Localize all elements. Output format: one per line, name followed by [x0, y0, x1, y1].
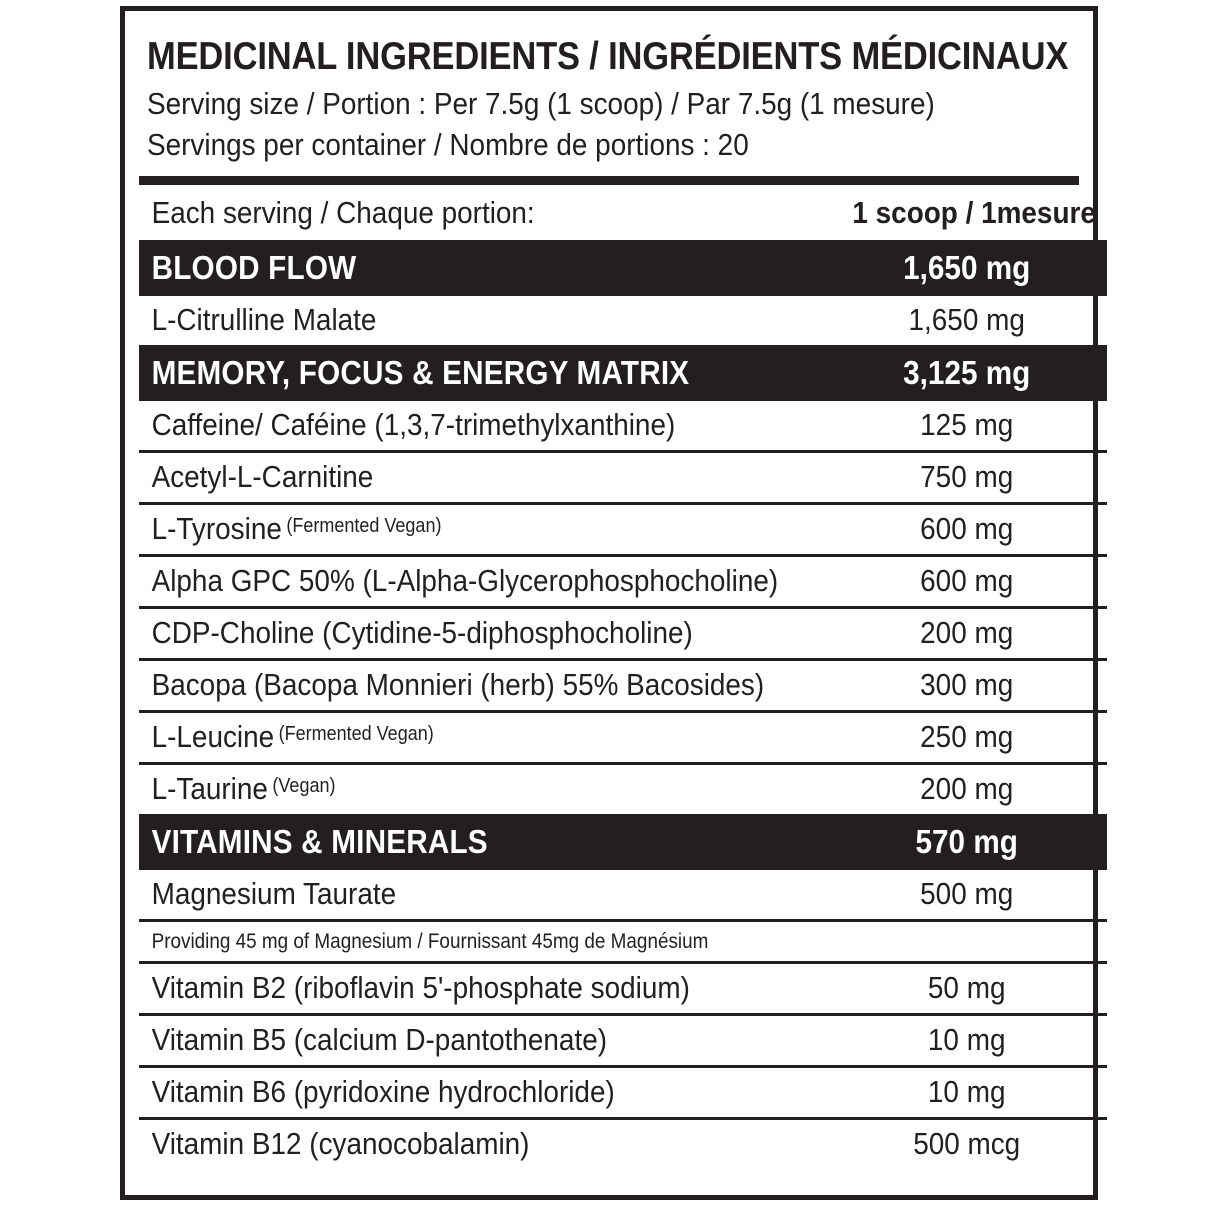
row-value-cell	[839, 870, 1107, 921]
row-name-cell	[139, 607, 839, 659]
row-name-cell	[139, 763, 839, 814]
header-thick-divider	[139, 176, 1079, 185]
ingredient-amount: 50 mg	[927, 969, 1006, 1005]
ingredient-amount: 200 mg	[920, 770, 1014, 806]
ingredient-amount: 1,650 mg	[908, 301, 1025, 337]
ingredient-row	[139, 555, 1107, 607]
ingredient-row	[139, 711, 1107, 763]
row-name-cell	[139, 296, 839, 345]
ingredient-qualifier: (Vegan)	[272, 774, 336, 797]
row-value-cell	[839, 1014, 1107, 1066]
ingredient-amount: 300 mg	[920, 666, 1014, 702]
label-title: MEDICINAL INGREDIENTS / INGRÉDIENTS MÉDICINAUX	[147, 35, 1069, 78]
serving-size-line: Serving size / Portion : Per 7.5g (1 scoop) / Par 7.5g (1 mesure)	[147, 85, 935, 121]
ingredient-qualifier: (Fermented Vegan)	[286, 514, 442, 537]
ingredient-amount: 500 mcg	[913, 1125, 1021, 1161]
ingredient-row	[139, 401, 1107, 452]
row-value-cell	[839, 607, 1107, 659]
ingredient-row	[139, 296, 1107, 345]
ingredient-amount: 10 mg	[927, 1021, 1006, 1057]
row-name-cell	[139, 659, 839, 711]
section-amount: 570 mg	[915, 822, 1018, 860]
section-header-row	[139, 814, 1107, 870]
ingredient-amount: 200 mg	[920, 614, 1014, 650]
ingredient-amount: 10 mg	[927, 1073, 1006, 1109]
ingredients-table	[139, 185, 1107, 1169]
row-value-cell	[839, 401, 1107, 452]
row-name-cell	[139, 1118, 839, 1169]
column-header-value: 1 scoop / 1mesure	[852, 194, 1096, 230]
row-value-cell	[839, 962, 1107, 1014]
row-name-cell	[139, 345, 839, 401]
ingredient-name: L-Tyrosine $^{(Fermented Vegan)}$	[151, 510, 442, 546]
ingredient-row	[139, 503, 1107, 555]
row-name-cell	[139, 451, 839, 503]
ingredient-amount: 250 mg	[920, 718, 1014, 754]
ingredient-name: L-Citrulline Malate	[151, 301, 377, 337]
section-amount: 3,125 mg	[903, 353, 1031, 391]
serving-info	[147, 82, 1077, 176]
ingredient-qualifier: (Fermented Vegan)	[278, 722, 434, 745]
row-value-cell	[839, 503, 1107, 555]
row-name-cell	[139, 711, 839, 763]
row-value-cell	[839, 345, 1107, 401]
row-value-cell	[839, 920, 1107, 962]
row-name-cell	[139, 870, 839, 921]
ingredient-amount: 600 mg	[920, 562, 1014, 598]
section-header-row	[139, 240, 1107, 296]
row-name-cell	[139, 240, 839, 296]
ingredient-amount	[852, 932, 1093, 950]
ingredient-row	[139, 870, 1107, 921]
ingredient-name: Bacopa (Bacopa Monnieri (herb) 55% Bacosides)	[151, 666, 765, 702]
row-name-cell	[139, 401, 839, 452]
ingredient-name: Providing 45 mg of Magnesium / Fournissant 45mg de Magnésium	[151, 929, 709, 953]
row-value-cell	[839, 1066, 1107, 1118]
row-value-cell	[839, 296, 1107, 345]
servings-per-container-line: Servings per container / Nombre de portions : 20	[147, 126, 749, 162]
section-amount: 1,650 mg	[903, 248, 1031, 286]
row-name-cell	[139, 920, 839, 962]
ingredient-row	[139, 763, 1107, 814]
ingredient-name: Vitamin B6 (pyridoxine hydrochloride)	[151, 1073, 615, 1109]
row-value-cell	[839, 711, 1107, 763]
ingredient-row	[139, 659, 1107, 711]
row-name-cell	[139, 555, 839, 607]
ingredient-row	[139, 1066, 1107, 1118]
ingredient-name: L-Taurine $^{(Vegan)}$	[151, 770, 336, 806]
ingredient-row	[139, 1118, 1107, 1169]
row-name-cell	[139, 185, 839, 240]
ingredient-row	[139, 451, 1107, 503]
row-name-cell	[139, 1014, 839, 1066]
column-header-row	[139, 185, 1107, 240]
ingredient-name: CDP-Choline (Cytidine-5-diphosphocholine)	[151, 614, 693, 650]
ingredient-row	[139, 1014, 1107, 1066]
ingredient-amount: 125 mg	[920, 406, 1014, 442]
ingredient-name: Vitamin B12 (cyanocobalamin)	[151, 1125, 530, 1161]
ingredient-name: Caffeine/ Caféine (1,3,7-trimethylxanthine)	[151, 406, 676, 442]
row-value-cell	[839, 814, 1107, 870]
label-border-frame	[120, 6, 1098, 1200]
section-name: MEMORY, FOCUS & ENERGY MATRIX	[151, 353, 690, 391]
ingredient-row	[139, 607, 1107, 659]
ingredient-name: L-Leucine $^{(Fermented Vegan)}$	[151, 718, 434, 754]
row-name-cell	[139, 503, 839, 555]
row-name-cell	[139, 1066, 839, 1118]
ingredient-name: Alpha GPC 50% (L-Alpha-Glycerophosphocholine)	[151, 562, 779, 598]
row-value-cell	[839, 240, 1107, 296]
ingredient-amount: 750 mg	[920, 458, 1014, 494]
row-value-cell	[839, 763, 1107, 814]
row-value-cell	[839, 185, 1107, 240]
ingredient-note-row	[139, 920, 1107, 962]
ingredients-table-body	[139, 185, 1107, 1169]
ingredient-amount: 600 mg	[920, 510, 1014, 546]
column-header-name: Each serving / Chaque portion:	[151, 194, 535, 230]
row-value-cell	[839, 1118, 1107, 1169]
ingredient-name: Acetyl-L-Carnitine	[151, 458, 374, 494]
section-name: BLOOD FLOW	[151, 248, 357, 286]
ingredient-name: Vitamin B5 (calcium D-pantothenate)	[151, 1021, 608, 1057]
row-value-cell	[839, 451, 1107, 503]
ingredient-name: Vitamin B2 (riboflavin 5'-phosphate sodium)	[151, 969, 690, 1005]
label-content	[125, 11, 1096, 1169]
section-name: VITAMINS & MINERALS	[151, 822, 488, 860]
section-header-row	[139, 345, 1107, 401]
row-name-cell	[139, 962, 839, 1014]
row-name-cell	[139, 814, 839, 870]
ingredient-name: Magnesium Taurate	[151, 875, 397, 911]
row-value-cell	[839, 659, 1107, 711]
row-value-cell	[839, 555, 1107, 607]
ingredient-row	[139, 962, 1107, 1014]
ingredient-amount: 500 mg	[920, 875, 1014, 911]
